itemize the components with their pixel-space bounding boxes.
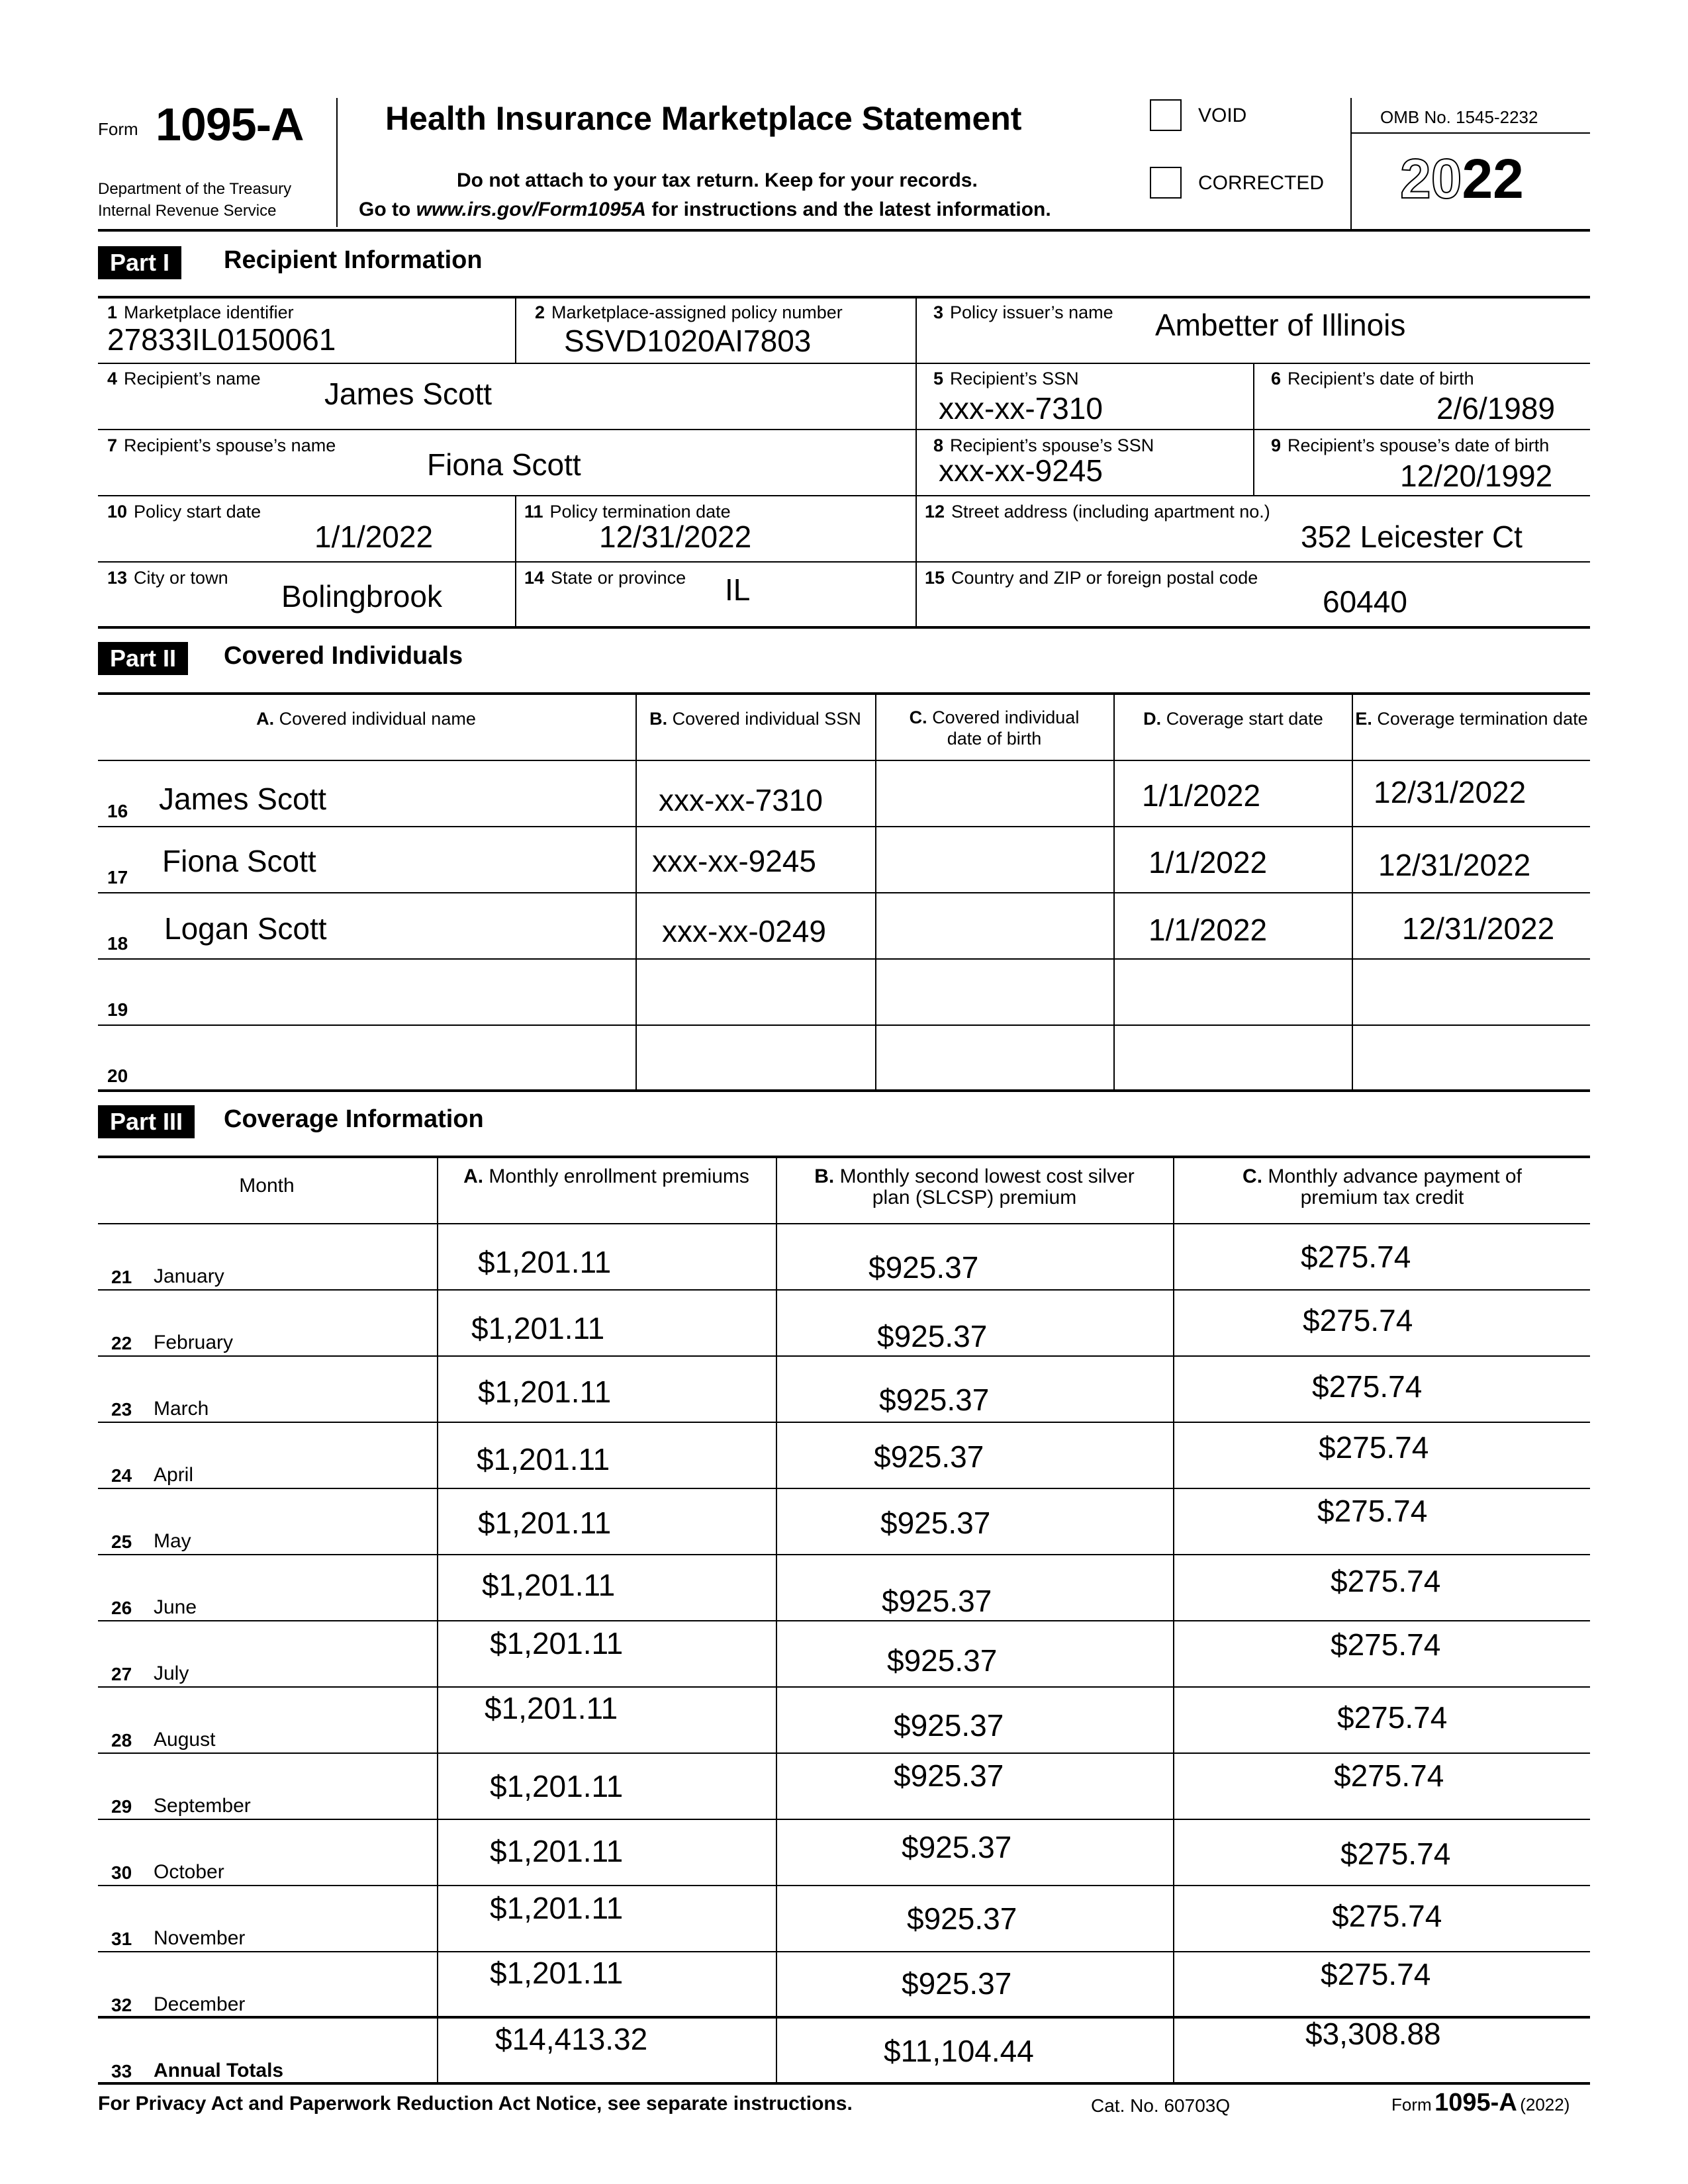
annual-totals-label: Annual Totals <box>154 2060 284 2081</box>
slcsp-premium[interactable]: $925.37 <box>882 1584 992 1618</box>
advance-ptc[interactable]: $275.74 <box>1321 1957 1431 1991</box>
dept-irs: Internal Revenue Service <box>98 202 277 220</box>
void-label: VOID <box>1198 105 1247 126</box>
advance-ptc[interactable]: $275.74 <box>1301 1240 1411 1274</box>
covered-ssn[interactable]: xxx-xx-7310 <box>659 783 823 817</box>
tax-year: 2022 <box>1400 148 1524 210</box>
part3-title: Coverage Information <box>224 1105 484 1133</box>
slcsp-premium[interactable]: $925.37 <box>868 1250 979 1285</box>
enrollment-premium[interactable]: $1,201.11 <box>490 1834 624 1868</box>
enrollment-premium[interactable]: $1,201.11 <box>490 1769 624 1803</box>
covered-start[interactable]: 1/1/2022 <box>1149 913 1268 947</box>
form-number: 1095-A <box>156 99 304 150</box>
advance-ptc[interactable]: $275.74 <box>1331 1564 1441 1598</box>
advance-ptc[interactable]: $275.74 <box>1317 1494 1428 1528</box>
month-label: May <box>154 1530 191 1552</box>
p2-col-a-header: A. Covered individual name <box>256 709 476 729</box>
p3-col-c-header: C. Monthly advance payment of premium tax credit <box>1243 1165 1522 1208</box>
irs-url-link[interactable]: www.irs.gov/Form1095A <box>416 199 646 220</box>
covered-name[interactable]: Fiona Scott <box>162 844 316 878</box>
month-label: November <box>154 1927 246 1949</box>
p3-col-b-header: B. Monthly second lowest cost silver plan (SLCSP) premium <box>814 1165 1135 1208</box>
total-slcsp-premium[interactable]: $11,104.44 <box>884 2034 1034 2068</box>
month-label: July <box>154 1662 189 1684</box>
advance-ptc[interactable]: $275.74 <box>1332 1899 1442 1933</box>
p3-row-num: 22 <box>111 1333 132 1353</box>
slcsp-premium[interactable]: $925.37 <box>880 1506 991 1540</box>
covered-end[interactable]: 12/31/2022 <box>1378 848 1531 882</box>
field6-label: 6 Recipient’s date of birth <box>1271 369 1474 388</box>
p2-row-num: 18 <box>107 933 128 954</box>
total-enrollment-premium[interactable]: $14,413.32 <box>495 2022 648 2056</box>
advance-ptc[interactable]: $275.74 <box>1334 1758 1444 1793</box>
notice-instructions: Go to www.irs.gov/Form1095A for instructions and the latest information. <box>359 199 1051 220</box>
month-label: March <box>154 1398 209 1420</box>
slcsp-premium[interactable]: $925.37 <box>902 1830 1012 1864</box>
advance-ptc[interactable]: $275.74 <box>1337 1700 1448 1735</box>
notice-do-not-attach: Do not attach to your tax return. Keep for your records. <box>457 169 978 191</box>
totals-row-num: 33 <box>111 2061 132 2081</box>
field8-label: 8 Recipient’s spouse’s SSN <box>933 435 1154 455</box>
p3-row-num: 32 <box>111 1995 132 2015</box>
p2-row-num: 20 <box>107 1066 128 1086</box>
dept-treasury: Department of the Treasury <box>98 180 292 198</box>
enrollment-premium[interactable]: $1,201.11 <box>471 1311 605 1345</box>
covered-name[interactable]: James Scott <box>159 782 327 816</box>
month-label: January <box>154 1265 224 1287</box>
enrollment-premium[interactable]: $1,201.11 <box>490 1626 624 1661</box>
zip-code[interactable]: 60440 <box>1323 584 1407 619</box>
recipient-dob[interactable]: 2/6/1989 <box>1436 391 1556 426</box>
enrollment-premium[interactable]: $1,201.11 <box>485 1691 618 1725</box>
privacy-notice: For Privacy Act and Paperwork Reduction Act Notice, see separate instructions. <box>98 2093 853 2115</box>
p3-row-num: 28 <box>111 1730 132 1751</box>
field10-label: 10 Policy start date <box>107 502 261 522</box>
state[interactable]: IL <box>725 572 751 607</box>
enrollment-premium[interactable]: $1,201.11 <box>490 1956 624 1990</box>
field12-label: 12 Street address (including apartment no.) <box>925 502 1270 522</box>
recipient-name[interactable]: James Scott <box>324 377 492 411</box>
spouse-name[interactable]: Fiona Scott <box>427 447 581 482</box>
advance-ptc[interactable]: $275.74 <box>1312 1369 1423 1404</box>
slcsp-premium[interactable]: $925.37 <box>887 1643 998 1678</box>
slcsp-premium[interactable]: $925.37 <box>907 1901 1017 1936</box>
part1-tag: Part I <box>98 246 181 279</box>
spouse-ssn[interactable]: xxx-xx-9245 <box>939 453 1103 488</box>
covered-start[interactable]: 1/1/2022 <box>1142 778 1261 813</box>
policy-issuer-name[interactable]: Ambetter of Illinois <box>1155 308 1406 342</box>
policy-start-date[interactable]: 1/1/2022 <box>314 520 434 554</box>
field13-label: 13 City or town <box>107 568 228 588</box>
field15-label: 15 Country and ZIP or foreign postal code <box>925 568 1258 588</box>
field2-label: 2 Marketplace-assigned policy number <box>535 302 843 322</box>
field11-label: 11 Policy termination date <box>524 502 731 522</box>
field4-label: 4 Recipient’s name <box>107 369 261 388</box>
enrollment-premium[interactable]: $1,201.11 <box>478 1375 612 1409</box>
city[interactable]: Bolingbrook <box>281 579 442 614</box>
part3-tag: Part III <box>98 1105 195 1138</box>
enrollment-premium[interactable]: $1,201.11 <box>482 1568 616 1602</box>
spouse-dob[interactable]: 12/20/1992 <box>1400 459 1553 493</box>
advance-ptc[interactable]: $275.74 <box>1331 1627 1441 1662</box>
recipient-ssn[interactable]: xxx-xx-7310 <box>939 391 1103 426</box>
p3-row-num: 27 <box>111 1664 132 1684</box>
p3-row-num: 23 <box>111 1399 132 1420</box>
slcsp-premium[interactable]: $925.37 <box>879 1383 990 1417</box>
field9-label: 9 Recipient’s spouse’s date of birth <box>1271 435 1550 455</box>
p2-col-c-header: C. Covered individual date of birth <box>909 707 1080 749</box>
p3-row-num: 29 <box>111 1796 132 1817</box>
footer-form-id: Form 1095-A (2022) <box>1391 2089 1570 2116</box>
slcsp-premium[interactable]: $925.37 <box>894 1708 1004 1743</box>
month-label: June <box>154 1596 197 1618</box>
p3-col-a-header: A. Monthly enrollment premiums <box>463 1165 749 1187</box>
advance-ptc[interactable]: $275.74 <box>1319 1430 1429 1465</box>
enrollment-premium[interactable]: $1,201.11 <box>490 1891 624 1925</box>
slcsp-premium[interactable]: $925.37 <box>902 1966 1012 2001</box>
void-checkbox[interactable] <box>1150 99 1182 131</box>
field5-label: 5 Recipient’s SSN <box>933 369 1079 388</box>
p3-row-num: 24 <box>111 1465 132 1486</box>
covered-ssn[interactable]: xxx-xx-9245 <box>652 844 816 878</box>
covered-ssn[interactable]: xxx-xx-0249 <box>662 914 826 948</box>
p3-row-num: 25 <box>111 1531 132 1552</box>
advance-ptc[interactable]: $275.74 <box>1340 1837 1451 1871</box>
form-word: Form <box>98 119 138 139</box>
part2-title: Covered Individuals <box>224 642 463 670</box>
field3-label: 3 Policy issuer’s name <box>933 302 1113 322</box>
p2-row-num: 17 <box>107 867 128 887</box>
total-advance-ptc[interactable]: $3,308.88 <box>1305 2017 1441 2051</box>
field7-label: 7 Recipient’s spouse’s name <box>107 435 336 455</box>
marketplace-identifier[interactable]: 27833IL0150061 <box>107 322 336 357</box>
slcsp-premium[interactable]: $925.37 <box>894 1758 1004 1793</box>
advance-ptc[interactable]: $275.74 <box>1303 1303 1413 1338</box>
month-label: August <box>154 1729 216 1751</box>
catalog-number: Cat. No. 60703Q <box>1091 2095 1231 2116</box>
corrected-label: CORRECTED <box>1198 172 1325 194</box>
enrollment-premium[interactable]: $1,201.11 <box>478 1245 612 1279</box>
month-label: September <box>154 1795 251 1817</box>
month-label: February <box>154 1332 234 1353</box>
p2-col-e-header: E. Coverage termination date <box>1355 709 1588 729</box>
policy-number[interactable]: SSVD1020AI7803 <box>564 324 812 358</box>
enrollment-premium[interactable]: $1,201.11 <box>477 1442 610 1477</box>
p2-row-num: 19 <box>107 999 128 1020</box>
p3-row-num: 26 <box>111 1598 132 1618</box>
corrected-checkbox[interactable] <box>1150 167 1182 199</box>
p2-col-d-header: D. Coverage start date <box>1143 709 1323 729</box>
p2-col-b-header: B. Covered individual SSN <box>649 709 861 729</box>
field14-label: 14 State or province <box>524 568 686 588</box>
part1-title: Recipient Information <box>224 246 483 274</box>
policy-termination-date[interactable]: 12/31/2022 <box>599 520 752 554</box>
p3-row-num: 21 <box>111 1267 132 1287</box>
p3-row-num: 30 <box>111 1862 132 1883</box>
month-label: October <box>154 1861 224 1883</box>
p3-row-num: 31 <box>111 1929 132 1949</box>
field1-label: 1 Marketplace identifier <box>107 302 294 322</box>
month-label: April <box>154 1464 194 1486</box>
covered-end[interactable]: 12/31/2022 <box>1374 775 1526 809</box>
slcsp-premium[interactable]: $925.37 <box>874 1439 984 1474</box>
covered-start[interactable]: 1/1/2022 <box>1149 845 1268 880</box>
p3-col-month-header: Month <box>239 1175 295 1197</box>
omb-number: OMB No. 1545-2232 <box>1380 107 1538 127</box>
part2-tag: Part II <box>98 642 188 675</box>
enrollment-premium[interactable]: $1,201.11 <box>478 1506 612 1540</box>
street-address[interactable]: 352 Leicester Ct <box>1301 520 1523 554</box>
page-title: Health Insurance Marketplace Statement <box>385 100 1022 137</box>
slcsp-premium[interactable]: $925.37 <box>877 1319 988 1353</box>
covered-name[interactable]: Logan Scott <box>164 911 327 946</box>
p2-row-num: 16 <box>107 801 128 821</box>
covered-end[interactable]: 12/31/2022 <box>1402 911 1555 946</box>
month-label: December <box>154 1993 246 2015</box>
